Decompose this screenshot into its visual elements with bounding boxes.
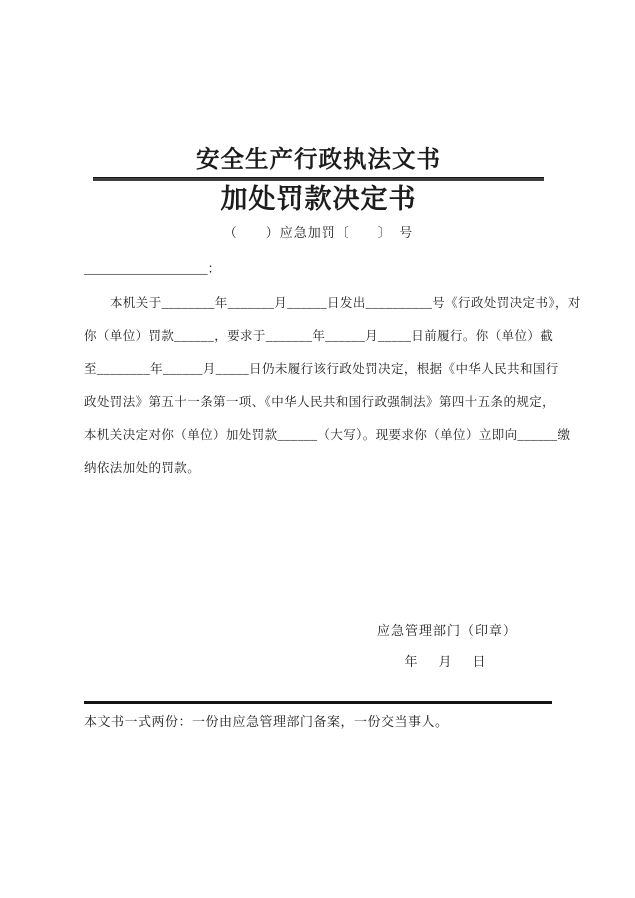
document-title: 加处罚款决定书: [220, 184, 417, 214]
body-line-3: 至________年______月_____日仍未履行该行政处罚决定，根据《中华人民共和国行: [84, 362, 559, 376]
body-paragraph: [84, 287, 581, 485]
title-divider-line: [93, 177, 544, 181]
body-line-5: 本机关决定对你（单位）加处罚款______（大写）。现要求你（单位）立即向______缴: [84, 428, 571, 442]
document-number: （ ）应急加罚〔 〕 号: [223, 225, 414, 240]
signature-date: 年 月 日: [404, 654, 490, 669]
issuing-authority: 应急管理部门（印章）: [376, 623, 517, 638]
body-line-2: 你（单位）罚款______，要求于_______年______月_____日前履行。你（单位）截: [84, 329, 554, 343]
addressee-blank-line: ___________________：: [84, 261, 221, 276]
footer-divider-line: [84, 701, 552, 704]
body-line-1: 本机关于________年_______月______日发出__________号《行政处罚决定书》，对: [110, 296, 581, 310]
body-line-4: 政处罚法》第五十一条第一项、《中华人民共和国行政强制法》第四十五条的规定，: [84, 395, 556, 409]
document-category-title: 安全生产行政执法文书: [196, 147, 441, 173]
body-line-6: 纳依法加处的罚款。: [84, 461, 201, 475]
footer-note: 本文书一式两份：一份由应急管理部门备案，一份交当事人。: [84, 714, 449, 729]
signature-block: [377, 621, 517, 672]
